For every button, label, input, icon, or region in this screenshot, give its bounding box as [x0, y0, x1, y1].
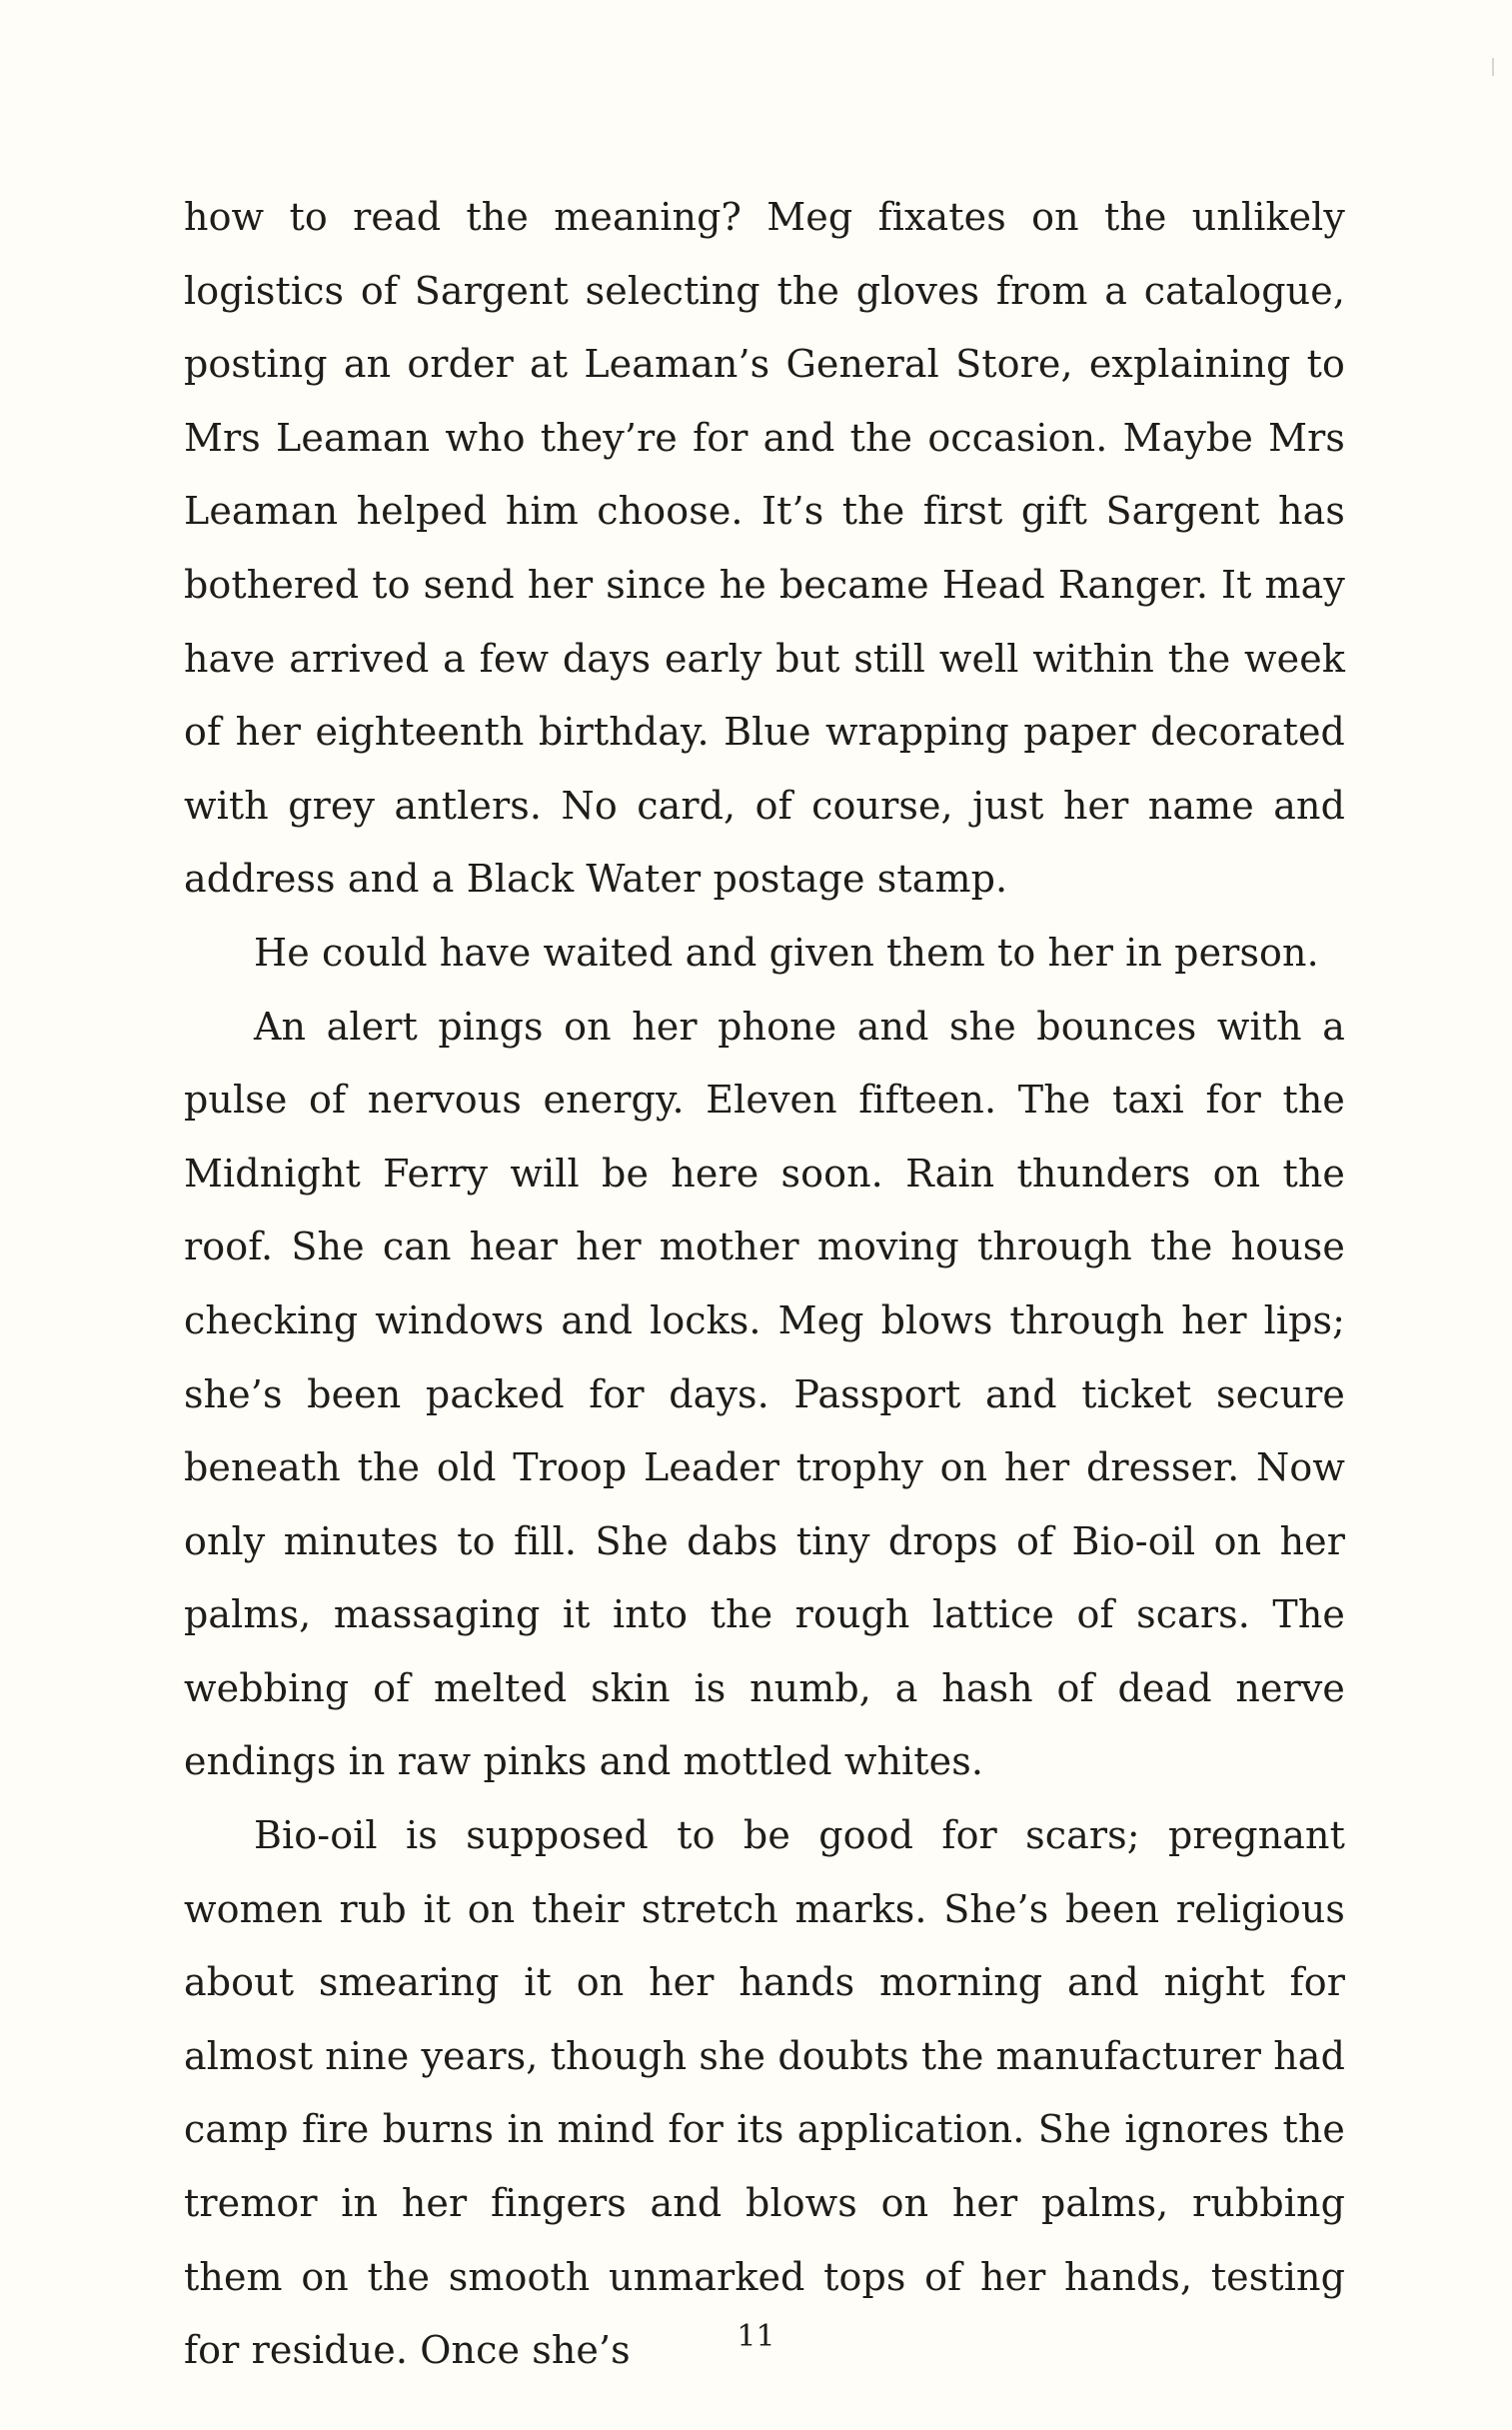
paragraph: An alert pings on her phone and she bounces with a pulse of nervous energy. Eleven fifteen. The taxi for the Midnight Ferry will be here soon. Rain thunders on the roof. She can hear her mother moving through the house checking windows and locks. Meg blows through her lips; she’s been packed for days. Passport and ticket secure beneath the old Troop Leader trophy on her dresser. Now only minutes to fill. She dabs tiny drops of Bio-oil on her palms, massaging it into the rough lattice of scars. The webbing of melted skin is numb, a hash of dead nerve endings in raw pinks and mottled whites.: [184, 1004, 1345, 1784]
body-text: [184, 181, 1345, 2388]
paragraph: He could have waited and given them to her in person.: [254, 930, 1319, 975]
paragraph-continued: how to read the meaning? Meg fixates on the unlikely logistics of Sargent selecting the gloves from a catalogue, posting an order at Leaman’s General Store, explaining to Mrs Leaman who they’re for and the occasion. Maybe Mrs Leaman helped him choose. It’s the first gift Sargent has bothered to send her since he became Head Ranger. It may have arrived a few days early but still well within the week of her eighteenth birthday. Blue wrapping paper decorated with grey antlers. No card, of course, just her name and address and a Black Water postage stamp.: [184, 195, 1345, 902]
page-number: 11: [737, 2319, 775, 2354]
paragraph: Bio-oil is supposed to be good for scars; pregnant women rub it on their stretch marks. She’s been religious about smearing it on her hands morning and night for almost nine years, though she doubts the manufacturer had camp fire burns in mind for its application. She ignores the tremor in her fingers and blows on her palms, rubbing them on the smooth unmarked tops of her hands, testing for residue. Once she’s: [184, 1813, 1345, 2373]
scan-artifact: [1492, 58, 1494, 76]
